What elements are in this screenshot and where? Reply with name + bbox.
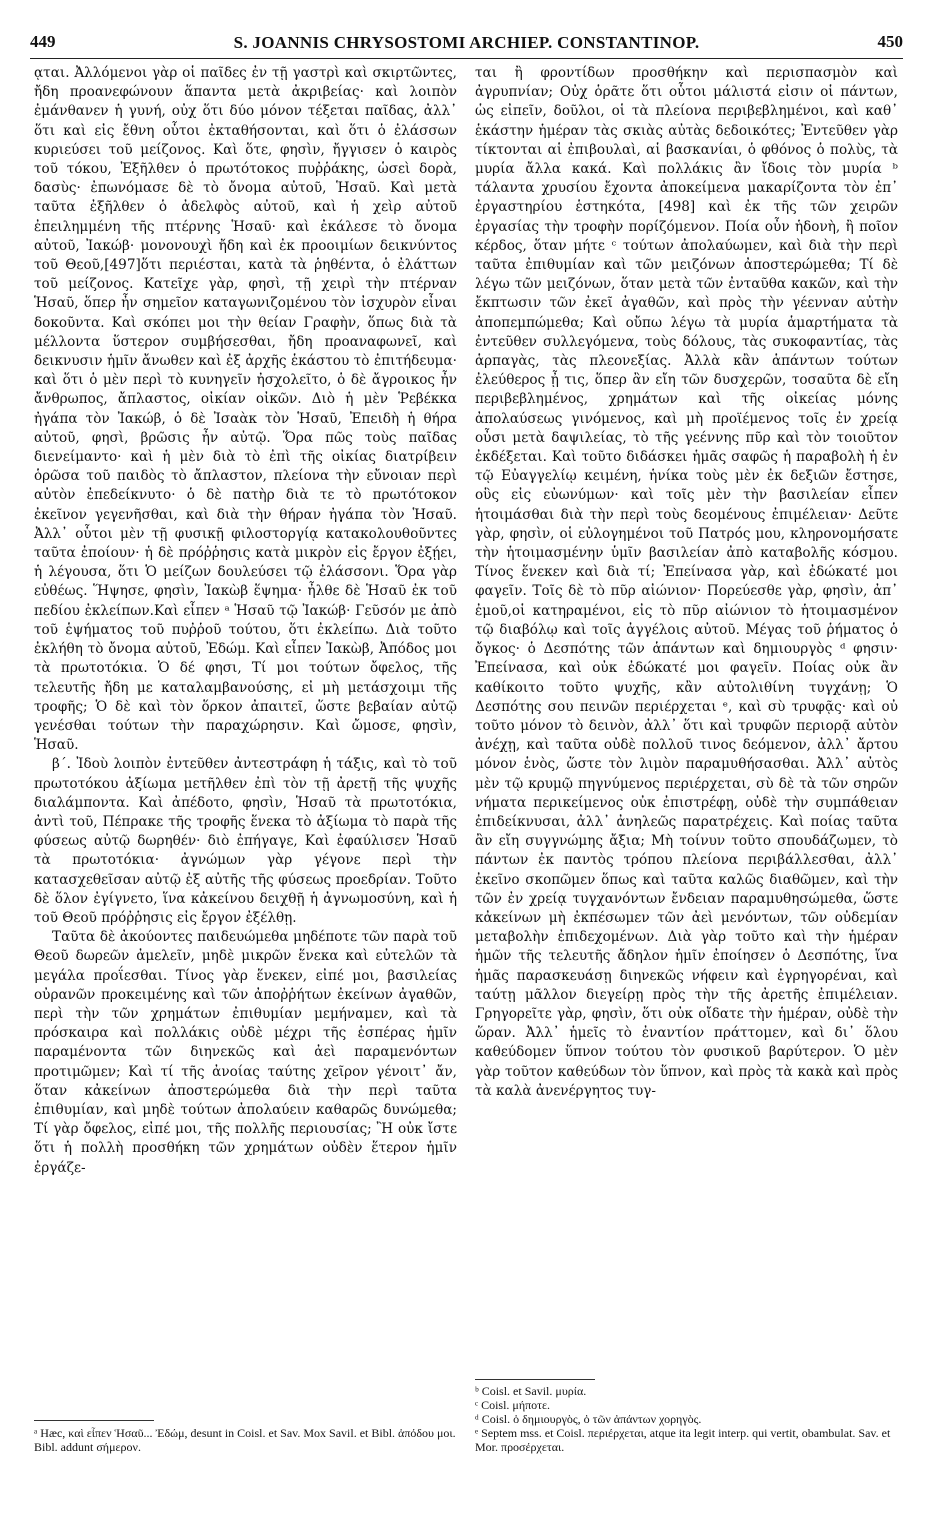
right-paragraph-1: ται ἢ φροντίδων προσθήκην καὶ περισπασμὸν καὶ ἀγρυπνίαν; Οὐχ ὁρᾶτε ὅτι οὗτοι μάλιστά εἰσιν οἱ πάντων, ὡς εἰπεῖν, δοῦλοι, οἱ τὰ πλείονα περιβεβλημένοι, καὶ καθ᾽ ἑκάστην ἡμέραν τὰς σκιὰς αὐτὰς δεδοικότες; Ἐντεῦθεν γὰρ τίκτονται αἱ ἐπιβουλαὶ, αἱ βασκανίαι, ὁ φθόνος ὁ πολὺς, τὰ μυρία ἄλλα κακά. Καὶ πολλάκις ἂν ἴδοις τὸν μυρία ᵇ τάλαντα χρυσίου ἔχοντα ἀποκείμενα μακαρίζοντα τὸν ἐπ᾽ ἐργαστηρίου ἑστηκότα, [498] καὶ ἐκ τῆς τῶν χειρῶν ἐργασίας τὴν τροφὴν πορίζόμενον. Ποία οὖν ἡδονὴ, ἢ ποῖον κέρδος, ὅταν μήτε ᶜ τούτων ἀπολαύωμεν, καὶ διὰ τὴν περὶ ταῦτα ἐπιθυμίαν καὶ τῶν μειζόνων ἀποστερώμεθα; Τί δὲ λέγω τῶν μειζόνων, ὅταν μετὰ τῶν ἐνταῦθα κακῶν, καὶ τὴν ἔκπτωσιν τῶν ἐκεῖ ἀγαθῶν, καὶ πρὸς τὴν γέενναν αὐτὴν ἀποπεμπώμεθα; Καὶ οὔπω λέγω τὰ μυρία ἁμαρτήματα τὰ ἐντεῦθεν συλλεγόμενα, τοὺς δόλους, τὰς συκοφαντίας, τὰς ἁρπαγὰς, τὰς πλεονεξίας. Ἀλλὰ κἂν ἁπάντων τούτων ἐλεύθερος ᾖ τις, ὅπερ ἂν εἴη τῶν δυσχερῶν, τοσαῦτα δὲ εἴη περιβεβλημένος, χρημάτων καὶ τῆς οἰκείας μόνης ἀπολαύσεως γινόμενος, καὶ μὴ προϊέμενος τοῖς ἐν χρείᾳ οὖσι μετὰ δαψιλείας, τὸ τῆς γεέννης πῦρ καὶ τὸν τοιοῦτον ἐκδέξεται. Καὶ τοῦτο διδάσκει ἡμᾶς σαφῶς ἡ παραβολὴ ἡ ἐν τῷ Εὐαγγελίῳ κειμένη, ἡνίκα τοὺς μὲν ἐκ δεξιῶν ἔστησε, οὓς εἰς εὐωνύμων· καὶ τοῖς μὲν τὴν βασιλείαν εἶπεν ἡτοιμάσθαι διὰ τὴν περὶ τοὺς δεομένους ἐπιμέλειαν· Δεῦτε γὰρ, φησὶν, οἱ εὐλογημένοι τοῦ Πατρός μου, κληρονομήσατε τὴν ἡτοιμασμένην ὑμῖν βασιλείαν ἀπὸ καταβολῆς κόσμου. Τίνος ἕνεκεν καὶ διὰ τί; Ἐπείνασα γὰρ, καὶ ἐδώκατέ μοι φαγεῖν. Τοῖς δὲ τὸ πῦρ αἰώνιον· Πορεύεσθε γὰρ, φησὶν, ἀπ᾽ ἐμοῦ,οἱ κατηραμένοι, εἰς τὸ πῦρ αἰώνιον τὸ ἡτοιμασμένον τῷ διαβόλῳ καὶ τοῖς ἀγγέλοις αὐτοῦ. Μέγας τοῦ ῥήματος ὁ ὄγκος· ὁ Δεσπότης τῶν ἁπάντων καὶ δημιουργὸς ᵈ φησιν· Ἐπείνασα, καὶ οὐκ ἐδώκατέ μοι φαγεῖν. Ποίας οὐκ ἂν καθίκοιτο τοῦτο ψυχῆς, κἂν αὐτολιθίνη τυγχάνῃ; Ὁ Δεσπότης σου πεινῶν περιέρχεται ᵉ, καὶ σὺ τρυφᾷς· καὶ οὐ τοῦτο μόνον τὸ δεινὸν, ἀλλ᾽ ὅτι καὶ τρυφῶν περιορᾷ αὐτὸν ἀνέχῃ, καὶ ταῦτα οὐδὲ πολλοῦ τινος δεόμενον, ἀλλ᾽ ἄρτου μόνον ἑνὸς, ὥστε τὸν λιμὸν παραμυθήσασθαι. Ἀλλ᾽ αὐτὸς μὲν τῷ κρυμῷ πηγνύμενος περιέρχεται, σὺ δὲ τὰ τῶν σηρῶν νήματα περικείμενος οὐκ ἐπιστρέφῃ, οὐδὲ τὴν συμπάθειαν ἐπιδείκνυσαι, ἀλλ᾽ ἀνηλεῶς παρατρέχεις. Καὶ ποίας ταῦτα ἂν εἴη συγγνώμης ἄξια; Μὴ τοίνυν τοῦτο σπουδάζωμεν, τὸ πάντων ἐκ παντὸς τρόπου πλείονα περιβάλλεσθαι, ἀλλ᾽ ἐκεῖνο σκοπῶμεν ὅπως καὶ ταῦτα καλῶς διαθῶμεν, καὶ τὴν τῶν ἐν χρείᾳ τυγχανόντων ἔνδειαν παραμυθησώμεθα, ὥστε κἀκείνων μὴ ἐκπέσωμεν τῶν ἀεὶ μενόντων, τῶν οὐδεμίαν μεταβολὴν ἐπιδεχομένων. Διὰ γὰρ τοῦτο καὶ τὴν ἡμέραν ἡμῶν τῆς τελευτῆς ἄδηλον ἡμῖν ἐποίησεν ὁ Δεσπότης, ἵνα ἡμᾶς παρασκευάσῃ διηνεκῶς νήφειν καὶ ἐγρηγορέναι, καὶ ταύτῃ μᾶλλον διεγείρῃ πρὸς τὴν τῆς ἀρετῆς ἐπιμέλειαν. Γρηγορεῖτε γὰρ, φησὶν, ὅτι οὐκ οἴδατε τὴν ἡμέραν, οὐδὲ τὴν ὥραν. Ἀλλ᾽ ἡμεῖς τὸ ἐναντίον πράττομεν, καὶ δι᾽ ὅλου καθεύδομεν ὕπνον τούτου τὸν φυσικοῦ βαρύτερον. Ὁ μὲν γὰρ τοῦτον καθεύδων τὸν ὕπνον, καὶ πρὸς τὰ κακὰ καὶ πρὸς τὰ καλὰ ἀνενέργητος τυγ- xyxy=(475,65,898,1099)
footnotes-right xyxy=(475,1384,898,1454)
right-column xyxy=(475,64,898,1101)
left-paragraph-2: β΄. Ἰδοὺ λοιπὸν ἐντεῦθεν ἀντεστράφη ἡ τάξις, καὶ τὸ τοῦ πρωτοτόκου ἀξίωμα μετῆλθεν ἐπὶ τὸν τῇ ἀρετῇ τῆς ψυχῆς διαλάμποντα. Καὶ ἀπέδοτο, φησὶν, Ἡσαῦ τὰ πρωτοτόκια, ἀντὶ τοῦ, Πέπρακε τῆς τροφῆς ἕνεκα τὸ ἀξίωμα τὸ παρὰ τῆς φύσεως αὐτῷ δωρηθέν· διὸ ἐπήγαγε, Καὶ ἐφαύλισεν Ἡσαῦ τὰ πρωτοτόκια· ἀγνώμων γὰρ γέγονε περὶ τὴν κατασχεθεῖσαν αὐτῷ ἐξ αὐτῆς τῆς φύσεως προεδρίαν. Τοῦτο δὲ ὅλον ἐγίγνετο, ἵνα κἀκείνου δειχθῇ ἡ ἀγνωμοσύνη, καὶ ἡ τοῦ Θεοῦ πρόῤῥησις εἰς ἔργον ἐξέλθῃ. xyxy=(34,756,457,926)
running-title: S. JOANNIS CHRYSOSTOMI ARCHIEP. CONSTANTINOP. xyxy=(233,33,700,52)
footnotes-left xyxy=(34,1426,457,1454)
footnote-rule-right xyxy=(475,1379,595,1380)
left-paragraph-1: ᾳται. Ἀλλόμενοι γὰρ οἱ παῖδες ἐν τῇ γαστρὶ καὶ σκιρτῶντες, ἤδη προανεφώνουν ἅπαντα μετὰ ἀκριβείας· καὶ λοιπὸν ἐμάνθανεν ἡ γυνή, οὐχ ὅτι δύο μόνον τέξεται παῖδας, ἀλλ᾽ ὅτι καὶ εἰς ἔθνη οὗτοι ἐκταθήσονται, καὶ ὅτι ὁ ἐλάσσων κυριεύσει τοῦ μείζονος. Καὶ ὅτε, φησὶν, ἤγγισεν ὁ καιρὸς τοῦ τόκου, Ἐξῆλθεν ὁ πρωτότοκος πυῤῥάκης, ὡσεὶ δορὰ, δασὺς· ἐπωνόμασε δὲ τὸ ὄνομα αὐτοῦ, Ἡσαῦ. Καὶ μετὰ ταῦτα ἐξῆλθεν ὁ ἀδελφὸς αὐτοῦ, καὶ ἡ χεὶρ αὐτοῦ ἐπειλημμένη τῆς πτέρνης Ἡσαῦ· καὶ ἐκάλεσε τὸ ὄνομα αὐτοῦ, Ἰακώβ· μονονουχὶ ἤδη καὶ ἐκ προοιμίων δεικνύντος τοῦ Θεοῦ,[497]ὅτι περιέσται, κατὰ τὰ ῥηθέντα, ὁ ἐλάττων τοῦ μείζονος. Κατεῖχε γὰρ, φησὶ, τῇ χειρὶ τὴν πτέρναν Ἡσαῦ, ὅπερ ἦν σημεῖον καταγωνιζομένου τὸν ἰσχυρὸν εἶναι δοκοῦντα. Καὶ σκόπει μοι τὴν θείαν Γραφὴν, ὅπως διὰ τὰ μέλλοντα ὕστερον συμβήσεσθαι, ἤδη προαναφωνεῖ, καὶ δεικνυσιν ἡμῖν ἄνωθεν καὶ ἐξ ἀρχῆς ἑκάστου τὸ ἐπιτήδευμα· καὶ ὅτι ὁ μὲν περὶ τὸ κυνηγεῖν ἠσχολεῖτο, ὁ δὲ ἄγροικος ἦν ἄνθρωπος, ἄπλαστος, οἰκίαν οἰκῶν. Διὸ ἡ μὲν Ῥεβέκκα ἠγάπα τὸν Ἰακώβ, ὁ δὲ Ἰσαὰκ τὸν Ἡσαῦ, Ἐπειδὴ ἡ θήρα αὐτοῦ, φησὶ, βρῶσις ἦν αὐτῷ. Ὅρα πῶς τοὺς παῖδας διενείμαντο· καὶ ἡ μὲν διὰ τὸ ἐπὶ τῆς οἰκίας διατρίβειν ὁρῶσα τοῦ παιδὸς τὸ ἄπλαστον, πλείονα τὴν εὔνοιαν περὶ αὐτὸν ἐπεδείκνυτο· ὁ δὲ πατὴρ διὰ τε τὸ πρωτότοκον ἐκεῖνον γεγενῆσθαι, καὶ διὰ τὴν θήραν ἠγάπα τὸν Ἡσαῦ. Ἀλλ᾽ οὗτοι μὲν τῇ φυσικῇ φιλοστοργίᾳ κατακολουθοῦντες ταῦτα ἐποίουν· ἡ δὲ πρόῤῥησις κατὰ μικρὸν εἰς ἔργον ἐξῄει, ἡ λέγουσα, ὅτι Ὁ μείζων δουλεύσει τῷ ἐλάσσονι. Ὅρα γὰρ εὐθέως. Ἥψησε, φησὶν, Ἰακὼβ ἕψημα· ἦλθε δὲ Ἡσαῦ ἐκ τοῦ πεδίου ἐκλείπων.Καὶ εἶπεν ᵃ Ἡσαῦ τῷ Ἰακώβ· Γεῦσόν με ἀπὸ τοῦ ἑψήματος τοῦ πυῤῥοῦ τούτου, ὅτι ἐκλείπω. Διὰ τοῦτο ἐκλήθη τὸ ὄνομα αὐτοῦ, Ἐδώμ. Καὶ εἶπεν Ἰακὼβ, Ἀπόδος μοι τὰ πρωτοτόκια. Ὁ δέ φησι, Τί μοι τούτων ὄφελος, τῆς τελευτῆς ἤδη με καταλαμβανούσης, εἰ μὴ μετάσχοιμι τῆς τροφῆς; Ὁ δὲ καὶ τὸν ὅρκον ἀπαιτεῖ, ὥστε βεβαίαν αὐτῷ γενέσθαι τούτων τὴν παραχώρησιν. Καὶ ὤμοσε, φησὶν, Ἡσαῦ. xyxy=(34,65,457,754)
footnote-c: ᶜ Coisl. μήποτε. xyxy=(475,1398,551,1412)
footnote-a: ᵃ Hæc, καὶ εἶπεν Ἡσαῦ... Ἐδώμ, desunt in Coisl. et Sav. Mox Savil. et Bibl. ἀπόδου μοι. Bibl. addunt σήμερον. xyxy=(34,1426,456,1454)
page-number-left: 449 xyxy=(30,32,56,51)
left-paragraph-3: Ταῦτα δὲ ἀκούοντες παιδευώμεθα μηδέποτε τῶν παρὰ τοῦ Θεοῦ δωρεῶν ἀμελεῖν, μηδὲ μικρῶν ἕνεκα καὶ εὐτελῶν τὰ μεγάλα προΐεσθαι. Τίνος γὰρ ἕνεκεν, εἰπέ μοι, βασιλείας οὐρανῶν προκειμένης καὶ τῶν ἀποῤῥήτων ἐκείνων ἀγαθῶν, περὶ τὴν τῶν χρημάτων ἐπιθυμίαν μεμήναμεν, καὶ τὰ πρόσκαιρα καὶ πολλάκις οὐδὲ μέχρι τῆς ἑσπέρας ἡμῖν παραμένοντα τῶν διηνεκῶς καὶ ἀεὶ παραμενόντων προτιμῶμεν; Καὶ τί τῆς ἀνοίας ταύτης χεῖρον γένοιτ᾽ ἄν, ὅταν κἀκείνων ἀποστερώμεθα διὰ τὴν περὶ ταῦτα ἐπιθυμίαν, καὶ μηδὲ τούτων ἀπολαύειν καθαρῶς δυνώμεθα; Τί γὰρ ὄφελος, εἰπέ μοι, τῆς πολλῆς περιουσίας; Ἢ οὐκ ἴστε ὅτι ἡ πολλὴ προσθήκη τῶν χρημάτων οὐδὲν ἕτερον ἡμῖν ἐργάζε- xyxy=(34,929,457,1176)
footnote-b: ᵇ Coisl. et Savil. μυρία. xyxy=(475,1384,587,1398)
page-number-right: 450 xyxy=(877,32,903,51)
header-rule xyxy=(30,58,903,59)
left-column xyxy=(34,64,457,1178)
footnote-d: ᵈ Coisl. ὁ δημιουργὸς, ὁ τῶν ἁπάντων χορηγὸς. xyxy=(475,1412,702,1426)
page-header xyxy=(30,32,903,58)
footnote-e: ᵉ Septem mss. et Coisl. περιέρχεται, atque ita legit interp. qui vertit, obambulat. Sav. et Mor. προσέρχεται. xyxy=(475,1426,891,1454)
footnote-rule-left xyxy=(34,1420,154,1421)
